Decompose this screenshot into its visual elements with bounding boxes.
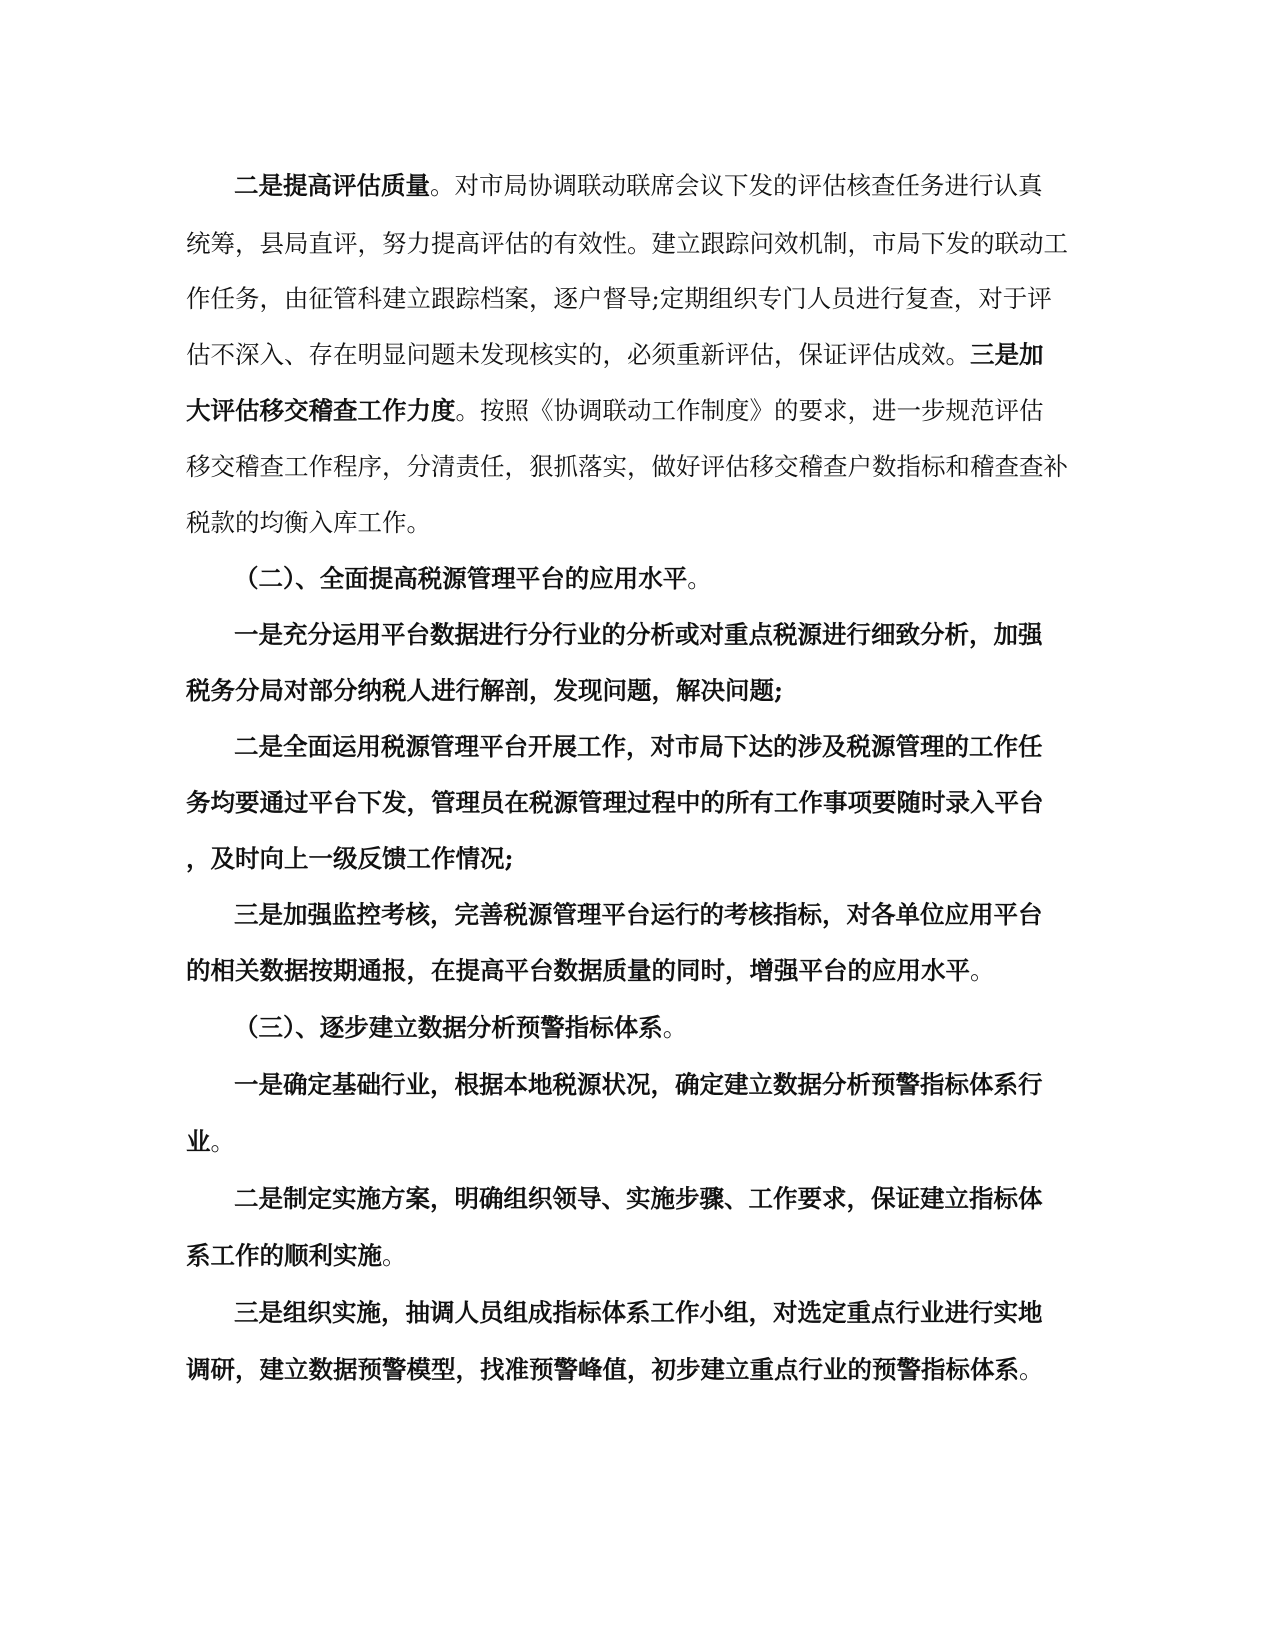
text-line [186, 505, 431, 541]
text-run: 税款的均衡入库工作。 [186, 508, 431, 537]
text-run: 税务分局对部分纳税人进行解剖，发现问题，解决问题; [186, 676, 784, 705]
text-run: 。 [687, 564, 712, 593]
text-line [186, 1352, 1044, 1388]
text-line [186, 226, 1068, 262]
text-line [186, 673, 783, 709]
text-run: 一是确定基础行业，根据本地税源状况，确定建立数据分析预警指标体系行 [234, 1070, 1043, 1099]
text-line [186, 337, 1044, 373]
text-run: 业 [186, 1127, 211, 1156]
text-line [234, 1067, 1043, 1103]
text-line [234, 1295, 1043, 1331]
text-line [186, 449, 1068, 485]
text-run: 作任务，由征管科建立跟踪档案，逐户督导;定期组织专门人员进行复查，对于评 [186, 284, 1052, 313]
text-line [186, 841, 514, 877]
text-line [186, 1238, 407, 1274]
text-run: ，及时向上一级反馈工作情况; [186, 844, 514, 873]
text-run: 系工作的顺利实施 [186, 1241, 382, 1270]
text-run: 大评估移交稽查工作力度 [186, 396, 456, 425]
text-run: 。 [382, 1241, 407, 1270]
text-run: 移交稽查工作程序，分清责任，狠抓落实，做好评估移交稽查户数指标和稽查查补 [186, 452, 1068, 481]
text-run: 。 [970, 956, 995, 985]
text-run: 的相关数据按期通报，在提高平台数据质量的同时，增强平台的应用水平 [186, 956, 970, 985]
text-run: 估不深入、存在明显问题未发现核实的，必须重新评估，保证评估成效。 [186, 340, 970, 369]
section-heading [234, 561, 712, 597]
text-run: 。 [662, 1013, 688, 1042]
text-run: 。 [1019, 1355, 1044, 1384]
text-run: （三）、逐步建立数据分析预警指标体系 [234, 1013, 663, 1042]
text-line [186, 281, 1052, 317]
text-line [186, 1124, 235, 1160]
text-run: 。 [210, 1127, 235, 1156]
text-line [186, 785, 1044, 821]
text-run: 三是组织实施，抽调人员组成指标体系工作小组，对选定重点行业进行实地 [234, 1298, 1043, 1327]
text-run: 二是制定实施方案，明确组织领导、实施步骤、工作要求，保证建立指标体 [234, 1184, 1043, 1213]
text-run: 二是全面运用税源管理平台开展工作，对市局下达的涉及税源管理的工作任 [234, 732, 1043, 761]
text-line [186, 393, 1044, 429]
text-line [234, 897, 1043, 933]
text-run: 调研，建立数据预警模型，找准预警峰值，初步建立重点行业的预警指标体系 [186, 1355, 1019, 1384]
text-line [234, 729, 1043, 765]
text-run: 。按照《协调联动工作制度》的要求，进一步规范评估 [455, 396, 1044, 425]
text-run: 三是加强监控考核，完善税源管理平台运行的考核指标，对各单位应用平台 [234, 900, 1043, 929]
text-line [234, 168, 1043, 204]
text-line [234, 617, 1043, 653]
text-run: （二）、全面提高税源管理平台的应用水平 [234, 564, 688, 593]
text-line [234, 1181, 1043, 1217]
text-run: 统筹，县局直评，努力提高评估的有效性。建立跟踪问效机制，市局下发的联动工 [186, 229, 1068, 258]
text-line [186, 953, 995, 989]
text-run: 二是提高评估质量 [234, 171, 430, 200]
text-run: 三是加 [970, 340, 1044, 369]
text-run: 一是充分运用平台数据进行分行业的分析或对重点税源进行细致分析，加强 [234, 620, 1043, 649]
text-run: 。对市局协调联动联席会议下发的评估核查任务进行认真 [430, 171, 1043, 200]
section-heading [234, 1010, 687, 1046]
text-run: 务均要通过平台下发，管理员在税源管理过程中的所有工作事项要随时录入平台 [186, 788, 1044, 817]
